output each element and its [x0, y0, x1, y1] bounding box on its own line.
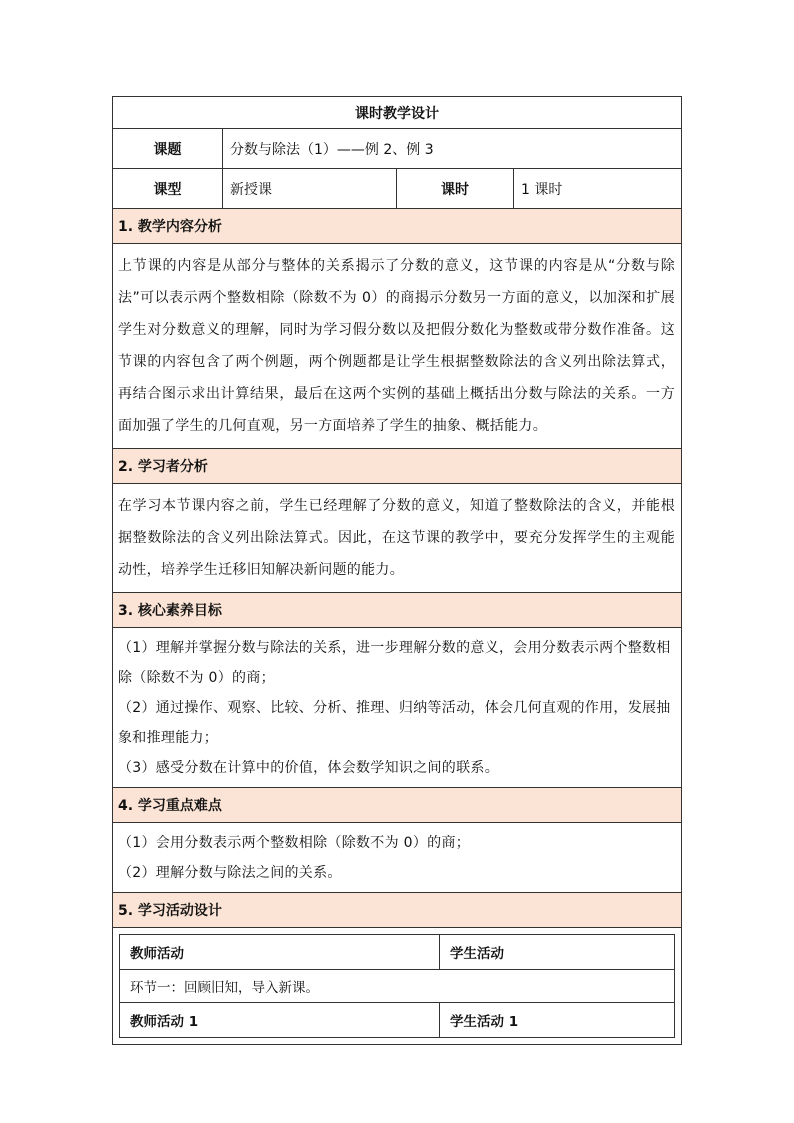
objective-item: （2）通过操作、观察、比较、分析、推理、归纳等活动，体会几何直观的作用，发展抽象和推理能力；: [118, 700, 671, 746]
document-title: 课时教学设计: [113, 97, 682, 129]
class-hours-value: 1 课时: [514, 169, 682, 209]
topic-value: 分数与除法（1）——例 2、例 3: [223, 129, 682, 169]
lesson-type-value: 新授课: [223, 169, 397, 209]
activity-design-container: [113, 928, 682, 1045]
lesson-plan-document: [112, 96, 681, 1045]
student-activity-1: 学生活动 1: [440, 1003, 675, 1038]
difficulty-item: （2）理解分数与除法之间的关系。: [118, 865, 342, 881]
section-heading-core-objectives: 3. 核心素养目标: [113, 593, 682, 628]
teacher-activity-1: 教师活动 1: [120, 1003, 440, 1038]
section-heading-content-analysis: 1. 教学内容分析: [113, 209, 682, 244]
section-heading-learner-analysis: 2. 学习者分析: [113, 449, 682, 484]
learner-analysis-text: [113, 484, 682, 593]
objective-item: （1）理解并掌握分数与除法的关系，进一步理解分数的意义，会用分数表示两个整数相除（除数不为 0）的商；: [118, 640, 671, 686]
teacher-activity-header: 教师活动: [120, 935, 440, 970]
objective-item: （3）感受分数在计算中的价值，体会数学知识之间的联系。: [118, 760, 500, 776]
stage-one-row: 环节一：回顾旧知，导入新课。: [120, 970, 675, 1003]
content-analysis-text: [113, 244, 682, 449]
difficulty-item: （1）会用分数表示两个整数相除（除数不为 0）的商；: [118, 835, 471, 851]
section-heading-activity-design: 5. 学习活动设计: [113, 893, 682, 928]
paragraph: 在学习本节课内容之前，学生已经理解了分数的意义，知道了整数除法的含义，并能根据整数除法的含义列出除法算式。因此，在这节课的教学中，要充分发挥学生的主观能动性，培养学生迁移旧知解决新问题的能力。: [118, 498, 675, 578]
topic-label: 课题: [113, 129, 223, 169]
key-difficulties-list: [113, 823, 682, 893]
class-hours-label: 课时: [397, 169, 514, 209]
lesson-type-label: 课型: [113, 169, 223, 209]
section-heading-key-difficulties: 4. 学习重点难点: [113, 788, 682, 823]
core-objectives-list: [113, 628, 682, 788]
paragraph: 上节课的内容是从部分与整体的关系揭示了分数的意义，这节课的内容是从“分数与除法”可以表示两个整数相除（除数不为 0）的商揭示分数另一方面的意义，以加深和扩展学生对分数意义的理解，同时为学习假分数以及把假分数化为整数或带分数作准备。这节课的内容包含了两个例题，两个例题都是让学生根据整数除法的含义列出除法算式，再结合图示求出计算结果，最后在这两个实例的基础上概括出分数与除法的关系。一方面加强了学生的几何直观，另一方面培养了学生的抽象、概括能力。: [118, 258, 675, 434]
student-activity-header: 学生活动: [440, 935, 675, 970]
lesson-plan-table: [112, 96, 682, 1045]
activity-table: [119, 934, 675, 1038]
